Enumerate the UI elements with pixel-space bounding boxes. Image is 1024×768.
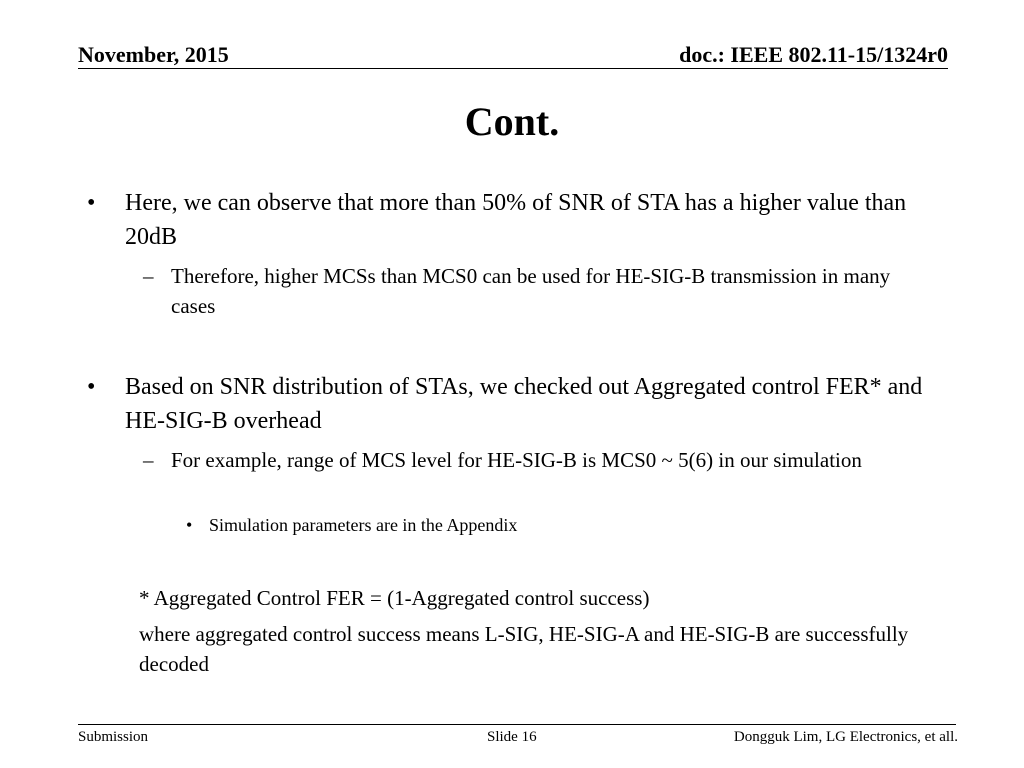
sub-bullet-item <box>143 261 931 321</box>
bullet-marker: • <box>87 190 96 216</box>
sub-sub-bullet-item <box>186 513 929 537</box>
footnote-explanation: where aggregated control success means L-SIG, HE-SIG-A and HE-SIG-B are successfully decoded <box>139 622 909 676</box>
bullet-item <box>87 370 955 438</box>
header-doc-id: doc.: IEEE 802.11-15/1324r0 <box>679 42 948 67</box>
footer-authors: Dongguk Lim, LG Electronics, et all. <box>733 729 958 745</box>
header-date: November, 2015 <box>78 42 229 67</box>
dash-marker: – <box>143 264 154 288</box>
bullet-text: Based on SNR distribution of STAs, we checked out Aggregated control FER* and HE-SIG-B overhead <box>125 374 923 434</box>
sub-bullet-text: For example, range of MCS level for HE-SIG-B is MCS0 ~ 5(6) in our simulation <box>171 448 862 472</box>
bullet-text: Here, we can observe that more than 50% of SNR of STA has a higher value than 20dB <box>125 190 907 250</box>
bullet-marker: • <box>87 374 96 400</box>
sub-bullet-item <box>143 445 931 475</box>
dash-marker: – <box>143 448 154 472</box>
bullet-item <box>87 186 955 254</box>
slide-title: Cont. <box>464 99 560 144</box>
slide-number: Slide 16 <box>487 729 537 745</box>
footnote-definition: * Aggregated Control FER = (1-Aggregated control success) <box>139 586 650 610</box>
sub-bullet-text: Therefore, higher MCSs than MCS0 can be used for HE-SIG-B transmission in many cases <box>171 264 891 318</box>
sub-sub-bullet-text: Simulation parameters are in the Appendix <box>209 515 518 535</box>
bullet-marker: • <box>186 515 193 535</box>
footer-submission: Submission <box>78 729 149 745</box>
header-divider <box>78 68 948 69</box>
footer-divider <box>78 724 956 725</box>
